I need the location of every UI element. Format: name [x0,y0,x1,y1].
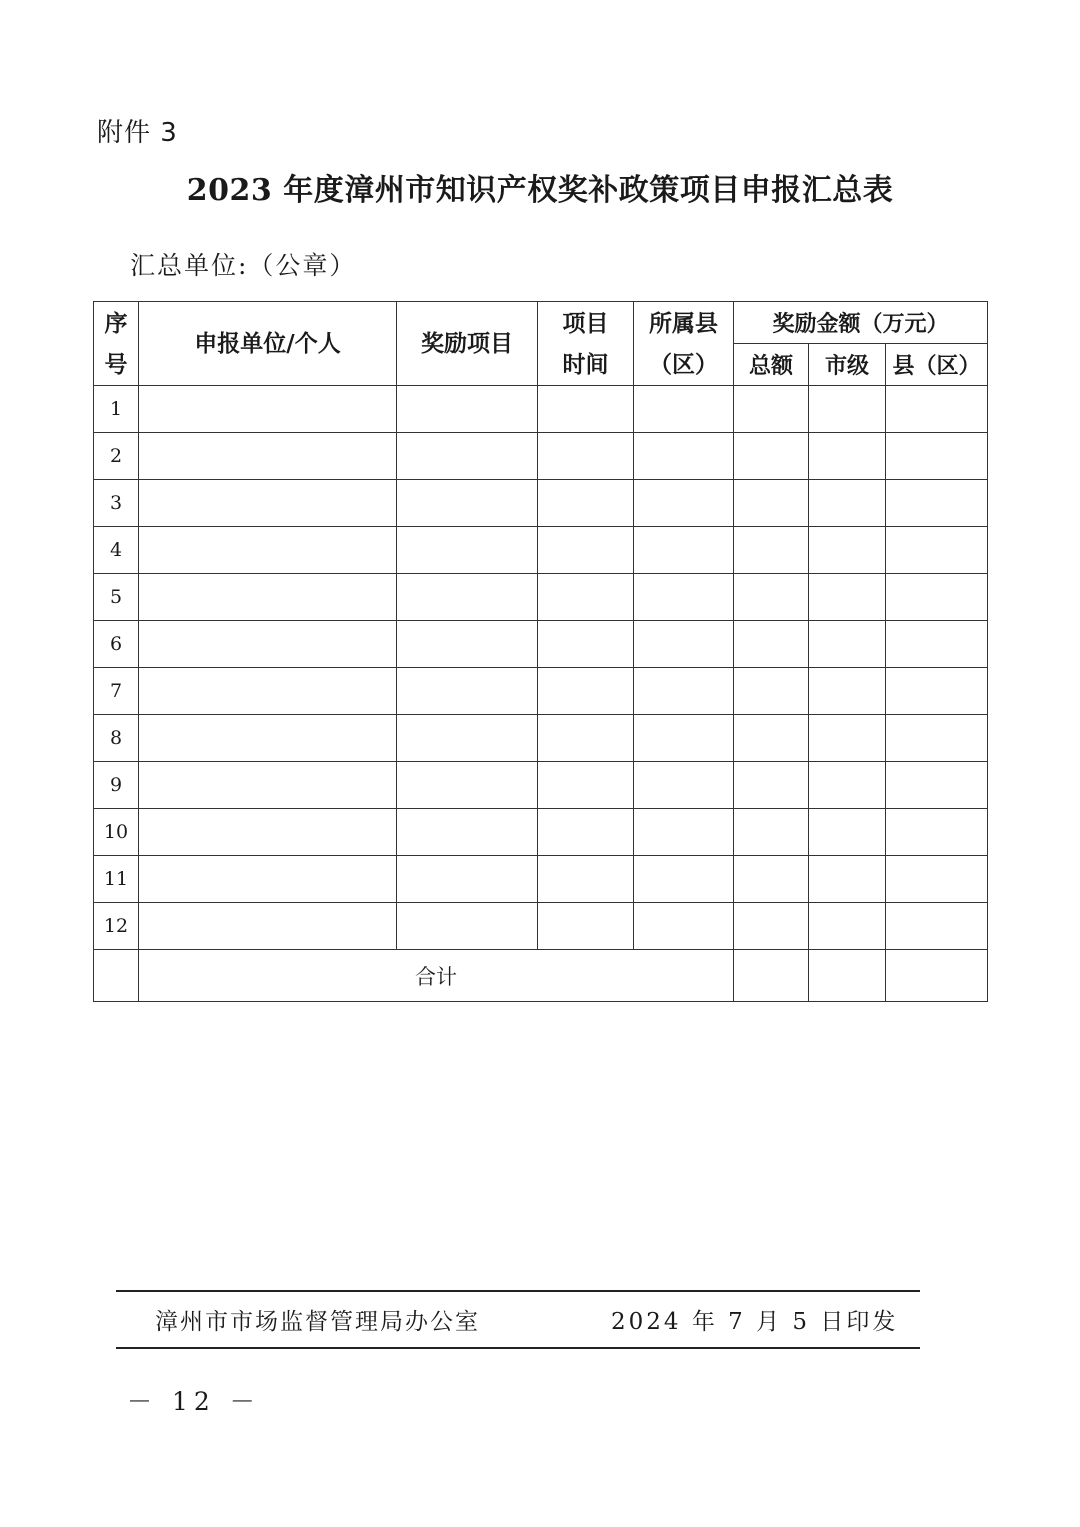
header-seq: 序 号 [94,302,139,386]
row-seq-number: 11 [94,856,139,903]
table-cell [634,433,734,480]
table-cell [634,903,734,950]
footer-bottom-rule [116,1347,920,1349]
header-county: 所属县 （区） [634,302,734,386]
row-seq-number: 7 [94,668,139,715]
table-cell [538,574,634,621]
header-project-time: 项目 时间 [538,302,634,386]
table-cell [809,433,886,480]
table-cell [809,480,886,527]
document-title: 2023 年度漳州市知识产权奖补政策项目申报汇总表 [186,173,894,208]
table-cell [809,762,886,809]
table-cell [139,621,397,668]
table-cell [538,621,634,668]
table-cell [634,715,734,762]
table-cell [734,903,809,950]
table-cell [538,762,634,809]
header-applicant: 申报单位/个人 [139,302,397,386]
table-cell [734,621,809,668]
total-amount-cell [809,950,886,1002]
table-row [94,621,988,668]
table-cell [734,762,809,809]
table-cell [634,762,734,809]
table-cell [886,433,988,480]
table-row [94,668,988,715]
table-row [94,809,988,856]
row-seq-number: 4 [94,527,139,574]
table-cell [397,903,538,950]
row-seq-number: 1 [94,386,139,433]
table-cell [734,574,809,621]
table-cell [734,668,809,715]
table-cell [734,480,809,527]
table-cell [634,856,734,903]
summary-unit-label: 汇总单位:（公章） [130,251,357,280]
table-cell [734,856,809,903]
header-total: 总额 [734,344,809,386]
table-cell [397,762,538,809]
table-cell [538,809,634,856]
table-cell [397,809,538,856]
table-cell [397,668,538,715]
table-cell [809,715,886,762]
table-cell [538,715,634,762]
header-award-project: 奖励项目 [397,302,538,386]
table-row [94,433,988,480]
row-seq-number: 12 [94,903,139,950]
table-cell [139,668,397,715]
table-cell [397,386,538,433]
row-seq-number: 2 [94,433,139,480]
table-cell [886,621,988,668]
table-cell [809,574,886,621]
table-cell [538,527,634,574]
table-row [94,856,988,903]
table-cell [634,574,734,621]
table-cell [886,386,988,433]
row-seq-number: 10 [94,809,139,856]
header-city-level: 市级 [809,344,886,386]
table-cell [139,903,397,950]
table-row [94,762,988,809]
table-cell [634,527,734,574]
table-row [94,386,988,433]
table-cell [886,715,988,762]
table-cell [139,856,397,903]
row-seq-number: 8 [94,715,139,762]
table-cell [809,621,886,668]
row-seq-number: 3 [94,480,139,527]
table-cell [397,715,538,762]
table-cell [397,433,538,480]
table-cell [809,856,886,903]
table-cell [538,480,634,527]
table-cell [397,574,538,621]
table-cell [734,527,809,574]
header-award-amount: 奖励金额（万元） [734,302,988,344]
table-cell [139,433,397,480]
table-row [94,574,988,621]
total-amount-cell [886,950,988,1002]
table-row [94,527,988,574]
table-cell [734,809,809,856]
table-cell [139,809,397,856]
row-seq-number: 9 [94,762,139,809]
table-cell [809,386,886,433]
table-row [94,715,988,762]
table-cell [538,856,634,903]
footer-issuer: 漳州市市场监督管理局办公室 [155,1309,480,1335]
table-cell [809,903,886,950]
table-cell [538,668,634,715]
table-cell [734,433,809,480]
table-cell [634,621,734,668]
table-cell [538,386,634,433]
table-cell [886,574,988,621]
table-cell [809,527,886,574]
table-cell [886,903,988,950]
header-county-level: 县（区） [886,344,988,386]
total-amount-cell [734,950,809,1002]
table-cell [634,668,734,715]
table-cell [139,715,397,762]
table-cell [139,574,397,621]
total-label: 合计 [139,950,734,1002]
total-row [94,950,988,1002]
table-cell [886,527,988,574]
table-cell [139,762,397,809]
annex-label: 附件 3 [97,118,178,148]
table-cell [886,809,988,856]
table-cell [139,527,397,574]
row-seq-number: 6 [94,621,139,668]
footer-top-rule [116,1290,920,1292]
table-cell [886,668,988,715]
table-cell [397,856,538,903]
table-row [94,480,988,527]
summary-table [93,301,988,1002]
table-cell [634,386,734,433]
table-cell [886,856,988,903]
footer-issue-date: 2024 年 7 月 5 日印发 [611,1309,899,1335]
table-row [94,903,988,950]
table-cell [809,668,886,715]
table-cell [634,480,734,527]
table-cell [397,480,538,527]
table-cell [734,386,809,433]
table-cell [634,809,734,856]
table-cell [734,715,809,762]
table-cell [886,480,988,527]
table-cell [397,621,538,668]
table-cell [397,527,538,574]
table-cell [94,950,139,1002]
row-seq-number: 5 [94,574,139,621]
table-cell [139,386,397,433]
page-number: － 12 － [127,1387,261,1416]
table-cell [538,433,634,480]
table-cell [886,762,988,809]
table-header-row [94,302,988,344]
table-cell [139,480,397,527]
table-cell [538,903,634,950]
table-cell [809,809,886,856]
